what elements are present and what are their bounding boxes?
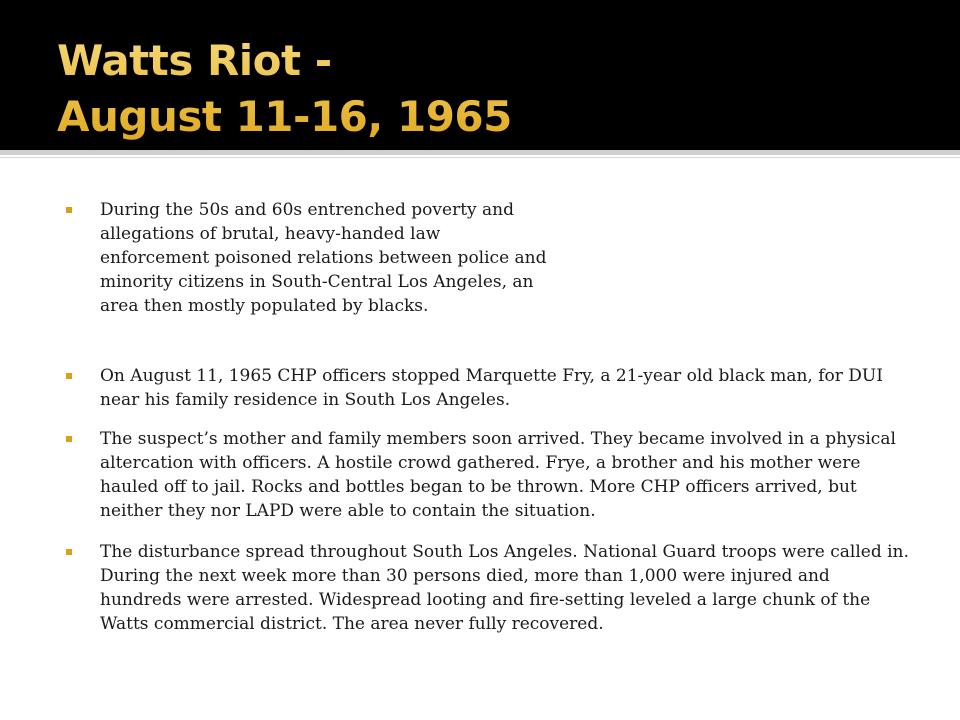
bullet-text: During the 50s and 60s entrenched poverty and allegations of brutal, heavy-handed law enforcement poisoned relations between police and minority citizens in South-Central Los Angeles, an area then mostly populated by blacks. — [100, 200, 547, 316]
square-bullet-icon — [66, 373, 72, 379]
bullet-item — [100, 364, 910, 412]
square-bullet-icon — [66, 207, 72, 213]
bullet-text: The disturbance spread throughout South Los Angeles. National Guard troops were called in. During the next week more than 30 persons died, more than 1,000 were injured and hundreds were arrested. Widespread looting and fire-setting leveled a large chunk of the Watts commercial district. The area never fully recovered. — [100, 542, 909, 634]
slide-title — [57, 33, 512, 145]
square-bullet-icon — [66, 549, 72, 555]
slide-title-line-2: August 11-16, 1965 — [57, 92, 512, 141]
bullet-item — [100, 540, 910, 636]
slide-title-line-1: Watts Riot - — [57, 36, 332, 85]
title-divider — [0, 150, 960, 155]
bullet-item — [100, 427, 910, 523]
bullet-item — [100, 198, 550, 318]
square-bullet-icon — [66, 436, 72, 442]
title-divider-thin — [0, 157, 960, 158]
bullet-text: On August 11, 1965 CHP officers stopped Marquette Fry, a 21-year old black man, for DUI near his family residence in South Los Angeles. — [100, 366, 883, 410]
title-bar — [0, 0, 960, 150]
bullet-text: The suspect’s mother and family members soon arrived. They became involved in a physical altercation with officers. A hostile crowd gathered. Frye, a brother and his mother were hauled off to jail. Rocks and bottles began to be thrown. More CHP officers arrived, but neither they nor LAPD were able to contain the situation. — [100, 429, 896, 521]
